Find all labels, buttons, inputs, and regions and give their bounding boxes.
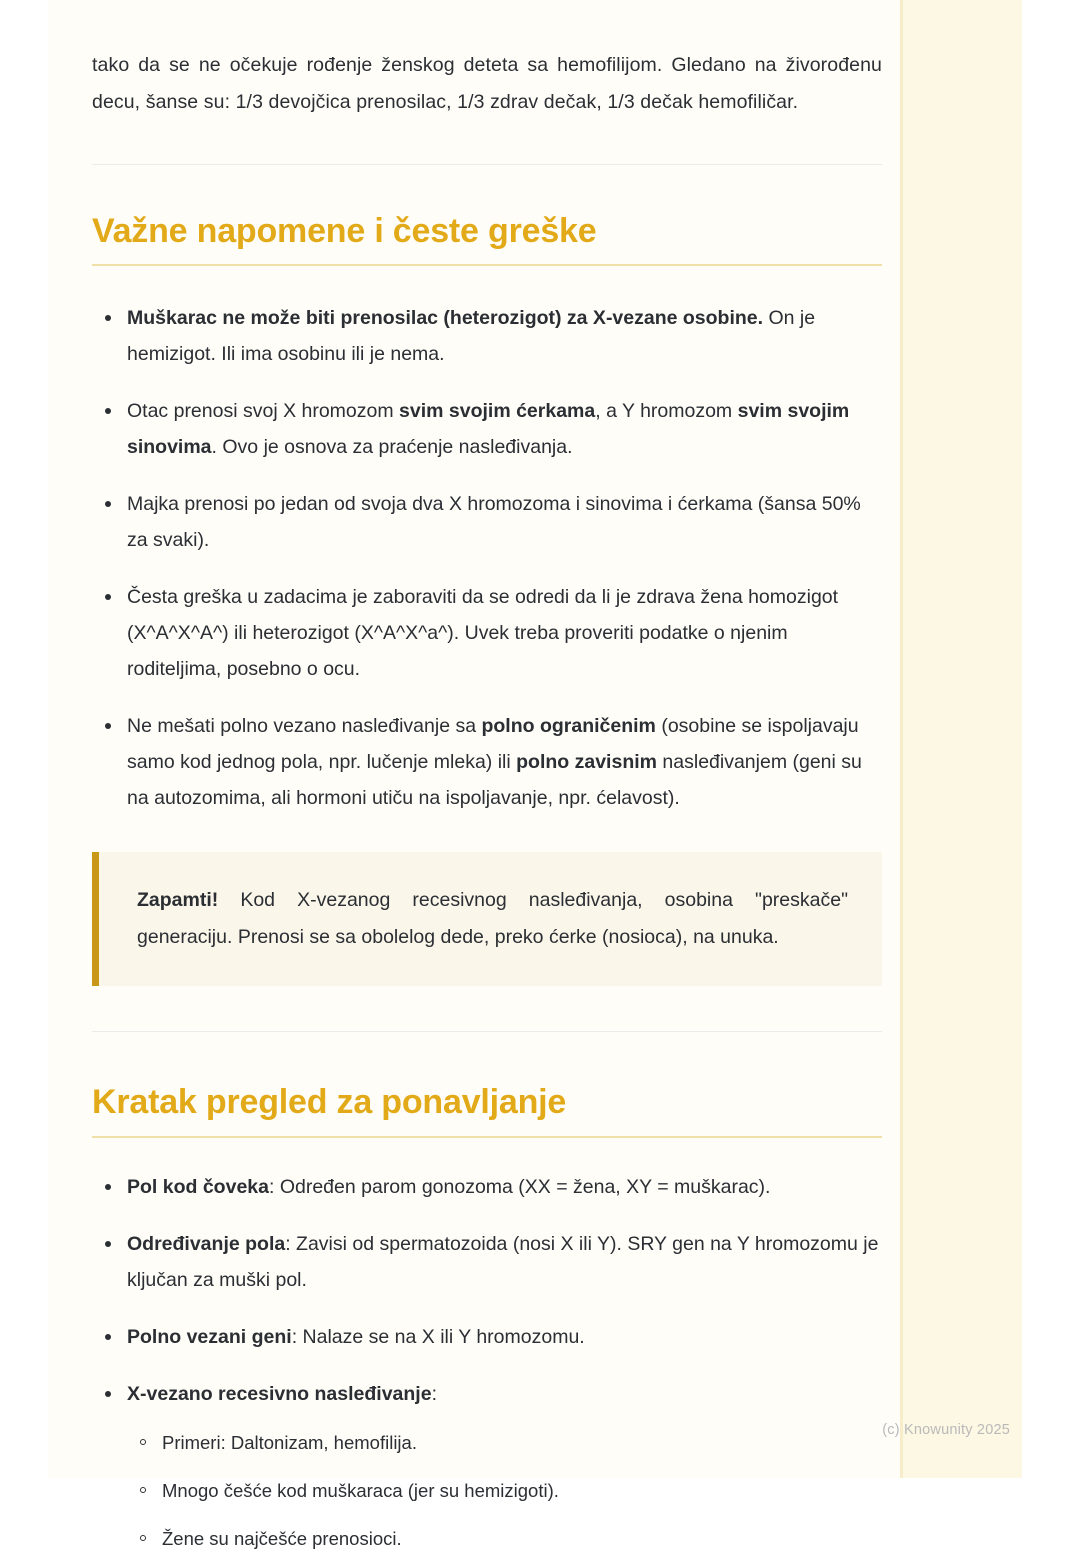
page-margin-band bbox=[900, 0, 1022, 1478]
copyright-watermark: (c) Knowunity 2025 bbox=[882, 1422, 1010, 1438]
list-item: Pol kod čoveka: Određen parom gonozoma (XX = žena, XY = muškarac). bbox=[92, 1169, 882, 1205]
list-item bbox=[92, 1376, 882, 1556]
list-item: Ne mešati polno vezano nasleđivanje sa polno ograničenim (osobine se ispoljavaju samo kod jednog pola, npr. lučenje mleka) ili polno zavisnim nasleđivanjem (geni su na autozomima, ali hormoni utiču na ispoljavanje, npr. ćelavost). bbox=[92, 708, 882, 816]
remember-callout bbox=[92, 852, 882, 986]
section-1 bbox=[92, 165, 882, 266]
list-item: Otac prenosi svoj X hromozom svim svojim ćerkama, a Y hromozom svim svojim sinovima. Ovo je osnova za praćenje nasleđivanja. bbox=[92, 393, 882, 465]
section-1-list-block bbox=[92, 266, 882, 816]
callout-text: Zapamti! Kod X-vezanog recesivnog nasleđivanja, osobina "preskače" generaciju. Prenosi se sa obolelog dede, preko ćerke (nosioca), na unuka. bbox=[137, 889, 848, 949]
quick-review-list bbox=[92, 1169, 882, 1556]
list-item: Muškarac ne može biti prenosilac (heterozigot) za X-vezane osobine. On je hemizigot. Ili ima osobinu ili je nema. bbox=[92, 300, 882, 372]
section-2 bbox=[92, 1032, 882, 1137]
list-item: Polno vezani geni: Nalaze se na X ili Y hromozomu. bbox=[92, 1319, 882, 1355]
section-heading-important-notes: Važne napomene i česte greške bbox=[92, 213, 882, 266]
list-item-text: X-vezano recesivno nasleđivanje: bbox=[127, 1382, 437, 1405]
intro-paragraph: tako da se ne očekuje rođenje ženskog deteta sa hemofilijom. Gledano na živorođenu decu, šanse su: 1/3 devojčica prenosilac, 1/3 zdrav dečak, 1/3 dečak hemofiličar. bbox=[92, 54, 882, 113]
list-item: Određivanje pola: Zavisi od spermatozoida (nosi X ili Y). SRY gen na Y hromozomu je ključan za muški pol. bbox=[92, 1226, 882, 1298]
list-item: Majka prenosi po jedan od svoja dva X hromozoma i sinovima i ćerkama (šansa 50% za svaki). bbox=[92, 486, 882, 558]
list-item: Česta greška u zadacima je zaboraviti da se odredi da li je zdrava žena homozigot (X^A^X^A^) ili heterozigot (X^A^X^a^). Uvek treba proveriti podatke o njenim roditeljima, posebno o ocu. bbox=[92, 579, 882, 687]
sub-list-item: Žene su najčešće prenosioci. bbox=[127, 1522, 882, 1556]
document-content bbox=[92, 0, 882, 1556]
section-2-list-block bbox=[92, 1138, 882, 1556]
sub-list-item: Mnogo češće kod muškaraca (jer su hemizigoti). bbox=[127, 1474, 882, 1508]
important-notes-list bbox=[92, 300, 882, 816]
x-linked-sublist bbox=[127, 1426, 882, 1556]
sub-list-item: Primeri: Daltonizam, hemofilija. bbox=[127, 1426, 882, 1460]
document-page bbox=[48, 0, 1022, 1549]
section-heading-quick-review: Kratak pregled za ponavljanje bbox=[92, 1084, 882, 1137]
